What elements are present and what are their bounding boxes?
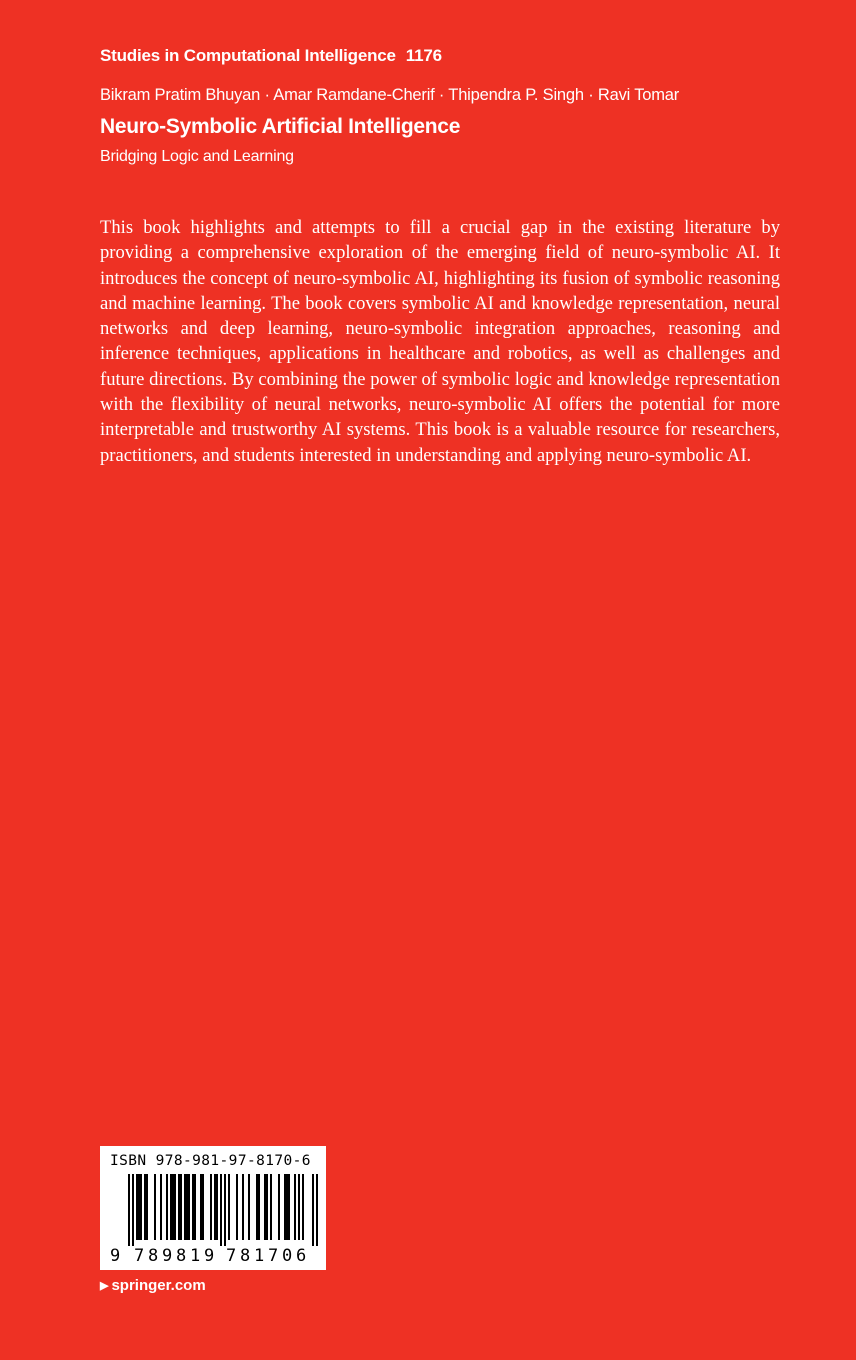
series-number: 1176 xyxy=(405,46,442,65)
barcode-bar xyxy=(146,1174,148,1240)
barcode-bar xyxy=(298,1174,300,1240)
barcode-bar xyxy=(188,1174,190,1240)
website-link[interactable] xyxy=(100,1277,206,1294)
barcode-bar xyxy=(200,1174,202,1240)
barcode-digit: 8 xyxy=(240,1246,251,1266)
barcode-bar xyxy=(214,1174,216,1240)
barcode-bar xyxy=(186,1174,188,1240)
barcode-bar xyxy=(154,1174,156,1240)
barcode-bar xyxy=(248,1174,250,1240)
barcode-bar xyxy=(294,1174,296,1240)
barcode-digit: 7 xyxy=(268,1246,279,1266)
barcode-digit: 0 xyxy=(282,1246,293,1266)
barcode-bar xyxy=(284,1174,286,1240)
barcode-bar xyxy=(264,1174,266,1240)
barcode-bar xyxy=(256,1174,258,1240)
barcode-bar xyxy=(236,1174,238,1240)
barcode-digit: 1 xyxy=(254,1246,265,1266)
barcode-bar xyxy=(266,1174,268,1240)
authors: Bikram Pratim Bhuyan · Amar Ramdane-Cherif · Thipendra P. Singh · Ravi Tomar xyxy=(100,86,680,104)
barcode-bar xyxy=(138,1174,140,1240)
book-subtitle: Bridging Logic and Learning xyxy=(100,148,294,165)
barcode-digit: 6 xyxy=(296,1246,307,1266)
barcode-digit: 9 xyxy=(110,1246,121,1266)
barcode-bar xyxy=(224,1174,226,1246)
barcode-bar xyxy=(202,1174,204,1240)
barcode-bar xyxy=(166,1174,168,1240)
series-name: Studies in Computational Intelligence xyxy=(100,46,396,65)
barcode-bar xyxy=(180,1174,182,1240)
barcode-bar xyxy=(194,1174,196,1240)
barcode-digit: 9 xyxy=(162,1246,173,1266)
book-blurb: This book highlights and attempts to fill a crucial gap in the existing literature by providing a comprehensive exploration of the emerging field of neuro-symbolic AI. It introduces the concept of neuro-symbolic AI, highlighting its fusion of symbolic reasoning and machine learning. The book covers symbolic AI and knowledge representation, neural networks and deep learning, neuro-symbolic integration approaches, reasoning and inference techniques, applications in healthcare and robotics, as well as challenges and future directions. By combining the power of symbolic logic and knowledge representation with the flexibility of neural networks, neuro-symbolic AI offers the potential for more interpretable and trustworthy AI systems. This book is a valuable resource for researchers, practitioners, and students interested in understanding and applying neuro-symbolic AI. xyxy=(100,217,780,466)
triangle-right-icon: ▶ xyxy=(100,1280,109,1292)
website-label: springer.com xyxy=(111,1277,206,1294)
barcode-bar xyxy=(172,1174,174,1240)
barcode-bar xyxy=(286,1174,288,1240)
barcode-digit: 9 xyxy=(204,1246,215,1266)
barcode-digit: 1 xyxy=(190,1246,201,1266)
barcode-bar xyxy=(178,1174,180,1240)
barcode-bar xyxy=(258,1174,260,1240)
barcode-digit: 7 xyxy=(134,1246,145,1266)
barcode-bar xyxy=(160,1174,162,1240)
barcode-bar xyxy=(128,1174,130,1246)
barcode-digits xyxy=(110,1246,320,1266)
barcode-digit: 8 xyxy=(176,1246,187,1266)
barcode-bar xyxy=(316,1174,318,1246)
barcode-bar xyxy=(144,1174,146,1240)
barcode-bar xyxy=(184,1174,186,1240)
barcode-bar xyxy=(228,1174,230,1240)
barcode-bar xyxy=(270,1174,272,1240)
barcode-bar xyxy=(132,1174,134,1246)
barcode-bar xyxy=(170,1174,172,1240)
barcode-bar xyxy=(220,1174,222,1246)
barcode-digit: 7 xyxy=(226,1246,237,1266)
barcode-bar xyxy=(136,1174,138,1240)
isbn-barcode xyxy=(100,1146,326,1270)
barcode-bar xyxy=(278,1174,280,1240)
barcode-bar xyxy=(210,1174,212,1240)
barcode-bar xyxy=(192,1174,194,1240)
barcode-bar xyxy=(302,1174,304,1240)
barcode-bar xyxy=(174,1174,176,1240)
barcode-bar xyxy=(242,1174,244,1240)
isbn-label: ISBN 978-981-97-8170-6 xyxy=(110,1153,311,1169)
series-line xyxy=(100,46,442,66)
barcode-bar xyxy=(288,1174,290,1240)
barcode-digit: 8 xyxy=(148,1246,159,1266)
barcode-bar xyxy=(312,1174,314,1246)
barcode-bars xyxy=(128,1174,318,1246)
barcode-bar xyxy=(140,1174,142,1240)
book-title: Neuro-Symbolic Artificial Intelligence xyxy=(100,115,461,138)
barcode-bar xyxy=(216,1174,218,1240)
